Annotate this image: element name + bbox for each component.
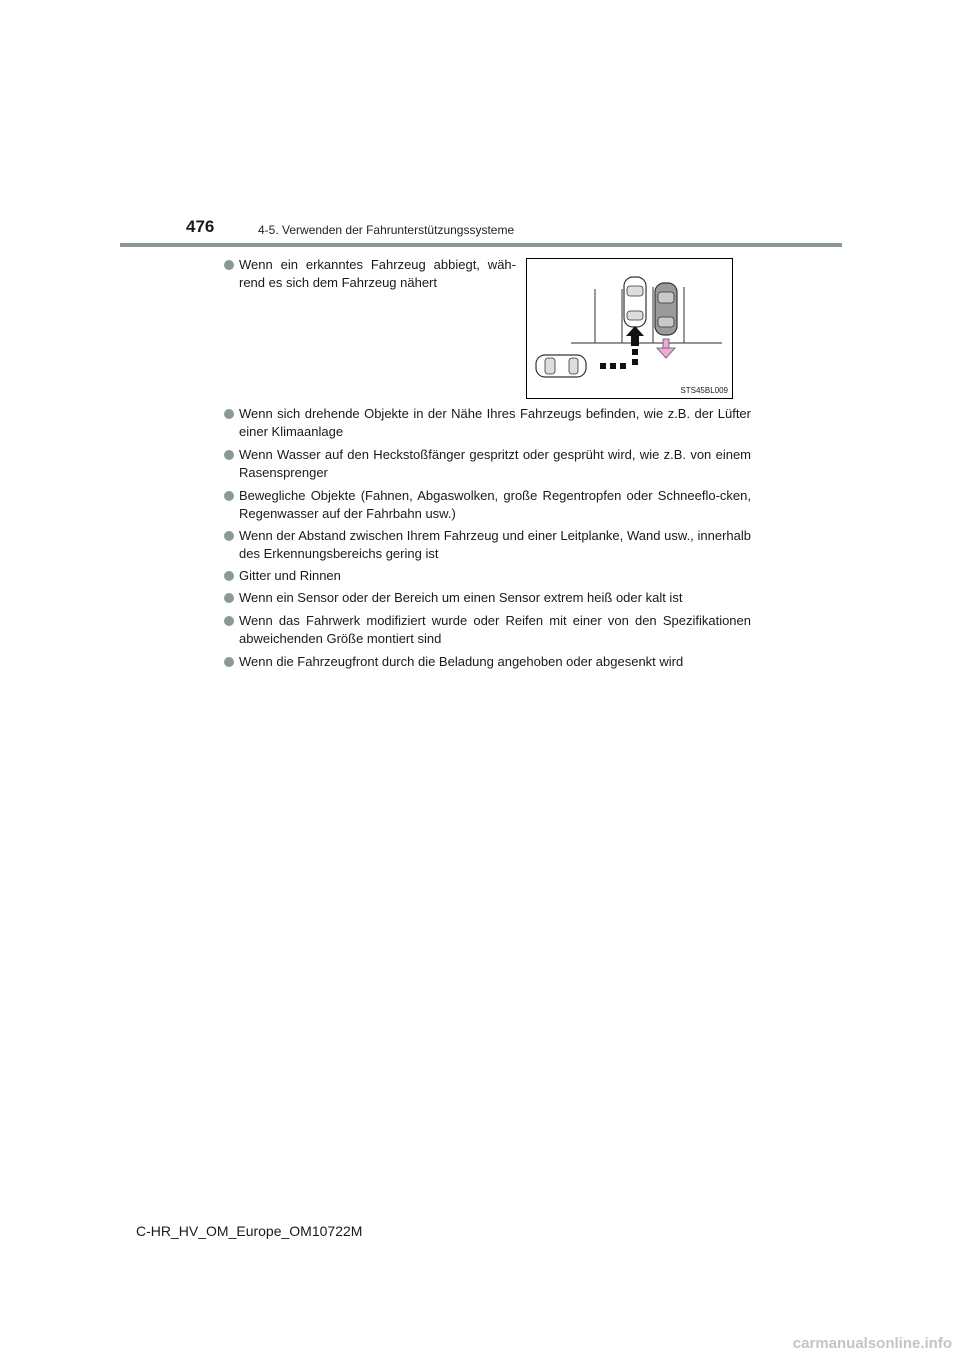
car-own-icon	[536, 355, 586, 377]
bullet-item	[224, 446, 751, 482]
bullet-item	[224, 487, 751, 523]
bullet-item	[224, 256, 516, 292]
bullet-dot-icon	[224, 491, 234, 501]
bullet-dot-icon	[224, 593, 234, 603]
bullet-text: Wenn der Abstand zwischen Ihrem Fahrzeug und einer Leitplanke, Wand usw., innerhalb des Erkennungsbereichs gering ist	[239, 528, 751, 561]
bullet-text: Gitter und Rinnen	[239, 568, 341, 583]
bullet-item	[224, 567, 751, 585]
dashed-path-icon	[600, 349, 638, 369]
document-code: C-HR_HV_OM_Europe_OM10722M	[136, 1223, 363, 1239]
bullet-text: Wenn das Fahrwerk modifiziert wurde oder Reifen mit einer von den Spezifikationen abweichenden Größe montiert sind	[239, 613, 751, 646]
bullet-dot-icon	[224, 409, 234, 419]
bullet-dot-icon	[224, 531, 234, 541]
parking-scene-illustration	[527, 259, 732, 398]
figure-code: STS45BL009	[680, 386, 728, 395]
car-white-icon	[624, 277, 646, 327]
bullet-item	[224, 405, 751, 441]
bullet-dot-icon	[224, 616, 234, 626]
bullet-dot-icon	[224, 571, 234, 581]
bullet-text: Wenn Wasser auf den Heckstoßfänger gespritzt oder gesprüht wird, wie z.B. von einem Rasensprenger	[239, 447, 751, 480]
bullet-dot-icon	[224, 260, 234, 270]
bullet-text: Wenn ein Sensor oder der Bereich um einen Sensor extrem heiß oder kalt ist	[239, 590, 683, 605]
parking-diagram	[526, 258, 733, 399]
car-gray-icon	[655, 283, 677, 335]
bullet-text: Wenn ein erkanntes Fahrzeug abbiegt, wäh-rend es sich dem Fahrzeug nähert	[239, 257, 516, 290]
bullet-text: Wenn die Fahrzeugfront durch die Beladung angehoben oder abgesenkt wird	[239, 654, 684, 669]
page-number: 476	[186, 217, 215, 236]
bullet-item	[224, 589, 751, 607]
bullet-dot-icon	[224, 450, 234, 460]
bullet-item	[224, 612, 751, 648]
bullet-item	[224, 653, 751, 671]
bullet-item	[224, 527, 751, 563]
header-divider	[120, 243, 842, 247]
section-title: 4-5. Verwenden der Fahrunterstützungssysteme	[258, 223, 515, 237]
bullet-dot-icon	[224, 657, 234, 667]
bullet-text: Wenn sich drehende Objekte in der Nähe Ihres Fahrzeugs befinden, wie z.B. der Lüfter einer Klimaanlage	[239, 406, 751, 439]
watermark[interactable]: carmanualsonline.info	[792, 1335, 952, 1352]
bullet-text: Bewegliche Objekte (Fahnen, Abgaswolken, große Regentropfen oder Schneeflo-cken, Regenwasser auf der Fahrbahn usw.)	[239, 488, 751, 521]
arrow-down-pink-icon	[657, 339, 675, 358]
